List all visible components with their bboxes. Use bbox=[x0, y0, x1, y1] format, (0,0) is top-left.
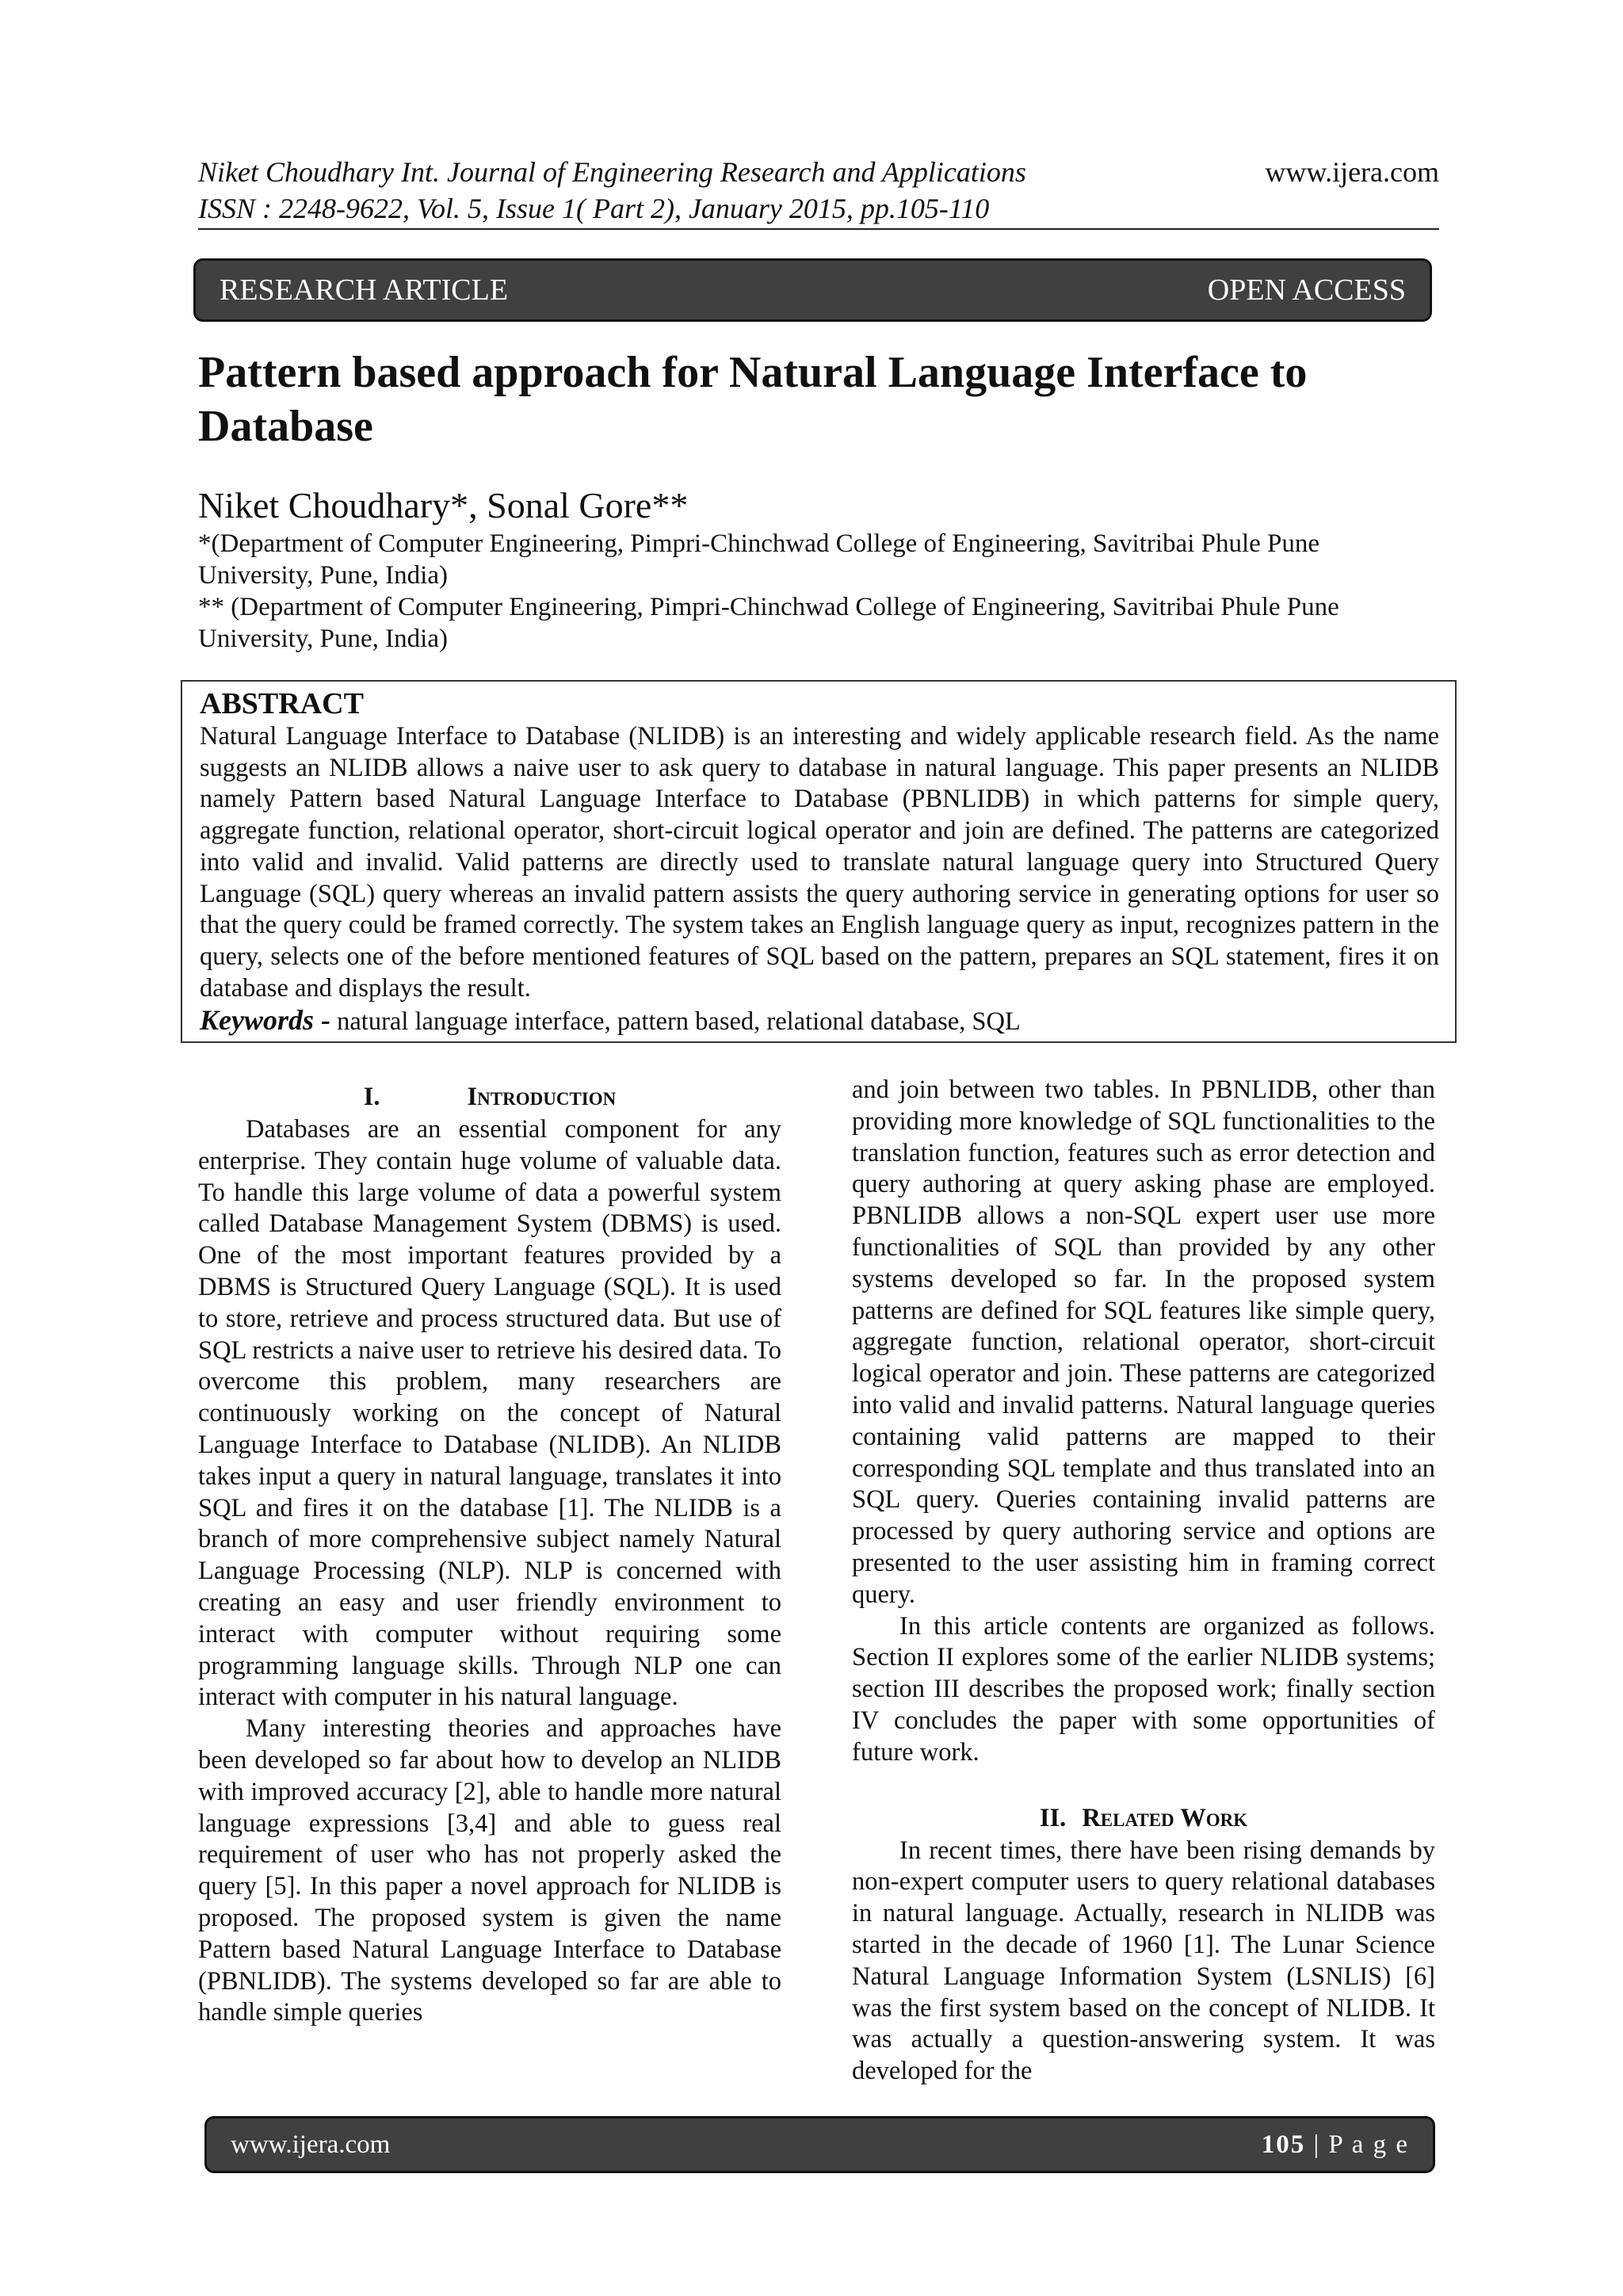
page-indicator bbox=[1262, 2130, 1409, 2160]
authors: Niket Choudhary*, Sonal Gore** bbox=[198, 485, 689, 525]
page-label: | P a g e bbox=[1305, 2130, 1409, 2159]
page-number: 105 bbox=[1261, 2130, 1306, 2159]
section-title: Introduction bbox=[467, 1083, 617, 1111]
section-number: I. bbox=[363, 1083, 380, 1111]
keywords bbox=[200, 1004, 1439, 1037]
open-access-label: OPEN ACCESS bbox=[1207, 273, 1406, 307]
issn-line: ISSN : 2248-9622, Vol. 5, Issue 1( Part 2), January 2015, pp.105-110 bbox=[198, 193, 990, 224]
section-title: Related Work bbox=[1082, 1803, 1248, 1832]
section-heading-introduction bbox=[198, 1079, 781, 1114]
intro-paragraph-4: In this article contents are organized as follows. Section II explores some of the earlier NLIDB systems; section III describes the proposed work; finally section IV concludes the paper with some opportunities of future work. bbox=[852, 1611, 1435, 1767]
abstract-heading: ABSTRACT bbox=[200, 687, 364, 720]
keywords-list: natural language interface, pattern based, relational database, SQL bbox=[330, 1007, 1021, 1037]
article-type-label: RESEARCH ARTICLE bbox=[220, 273, 509, 307]
article-type-banner bbox=[193, 258, 1432, 322]
affiliation-2: ** (Department of Computer Engineering, Pimpri-Chinchwad College of Engineering, Savitribai Phule Pune University, Pune, India) bbox=[198, 593, 1339, 653]
running-header bbox=[198, 154, 1439, 227]
right-column bbox=[852, 1075, 1435, 2088]
journal-website[interactable]: www.ijera.com bbox=[1265, 156, 1439, 188]
abstract-box bbox=[181, 680, 1457, 1043]
left-column bbox=[198, 1079, 781, 2029]
section-gap bbox=[852, 1769, 1435, 1801]
related-paragraph-1: In recent times, there have been rising demands by non-expert computer users to query relational databases in natural language. Actually, research in NLIDB was started in the decade of 1960 [1]. The Lunar Science Natural Language Information System (LSNLIS) [6] was the first system based on the concept of NLIDB. It was actually a question-answering system. It was developed for the bbox=[852, 1836, 1435, 2086]
paper-title: Pattern based approach for Natural Language Interface to Database bbox=[198, 348, 1308, 451]
abstract-text: Natural Language Interface to Database (NLIDB) is an interesting and widely applicable research field. As the name suggests an NLIDB allows a naive user to ask query to database in natural language. This paper presents an NLIDB namely Pattern based Natural Language Interface to Database (PBNLIDB) in which patterns for simple query, aggregate function, relational operator, short-circuit logical operator and join are defined. The patterns are categorized into valid and invalid. Valid patterns are directly used to translate natural language query into Structured Query Language (SQL) query whereas an invalid pattern assists the query authoring service in generating options for user so that the query could be framed correctly. The system takes an English language query as input, recognizes pattern in the query, selects one of the before mentioned features of SQL based on the pattern, prepares an SQL statement, fires it on database and displays the result. bbox=[200, 722, 1439, 1003]
header-rule bbox=[198, 228, 1439, 230]
footer-banner bbox=[204, 2116, 1435, 2173]
keywords-label: Keywords - bbox=[200, 1004, 330, 1037]
intro-paragraph-3: and join between two tables. In PBNLIDB, other than providing more knowledge of SQL functionalities to the translation function, features such as error detection and query authoring at query asking phase are employed. PBNLIDB allows a non-SQL expert user use more functionalities of SQL than provided by any other systems developed so far. In the proposed system patterns are defined for SQL features like simple query, aggregate function, relational operator, short-circuit logical operator and join. These patterns are categorized into valid and invalid patterns. Natural language queries containing valid patterns are mapped to their corresponding SQL template and thus translated into an SQL query. Queries containing invalid patterns are processed by query authoring service and options are presented to the user assisting him in framing correct query. bbox=[852, 1075, 1435, 1609]
journal-line: Niket Choudhary Int. Journal of Engineering Research and Applications bbox=[198, 156, 1026, 188]
section-heading-related-work bbox=[852, 1801, 1435, 1836]
footer-website[interactable]: www.ijera.com bbox=[231, 2130, 391, 2159]
section-number: II. bbox=[1039, 1803, 1067, 1832]
intro-paragraph-2: Many interesting theories and approaches have been developed so far about how to develop an NLIDB with improved accuracy [2], able to handle more natural language expressions [3,4] and able to guess real requirement of user who has not properly asked the query [5]. In this paper a novel approach for NLIDB is proposed. The proposed system is given the name Pattern based Natural Language Interface to Database (PBNLIDB). The systems developed so far are able to handle simple queries bbox=[198, 1714, 781, 2027]
affiliation-1: *(Department of Computer Engineering, Pimpri-Chinchwad College of Engineering, Savitribai Phule Pune University, Pune, India) bbox=[198, 529, 1320, 590]
intro-paragraph-1: Databases are an essential component for any enterprise. They contain huge volume of valuable data. To handle this large volume of data a powerful system called Database Management System (DBMS) is used. One of the most important features provided by a DBMS is Structured Query Language (SQL). It is used to store, retrieve and process structured data. But use of SQL restricts a naive user to retrieve his desired data. To overcome this problem, many researchers are continuously working on the concept of Natural Language Interface to Database (NLIDB). An NLIDB takes input a query in natural language, translates it into SQL and fires it on the database [1]. The NLIDB is a branch of more comprehensive subject namely Natural Language Processing (NLP). NLP is concerned with creating an easy and user friendly environment to interact with computer without requiring some programming language skills. Through NLP one can interact with computer in his natural language. bbox=[198, 1115, 781, 1712]
